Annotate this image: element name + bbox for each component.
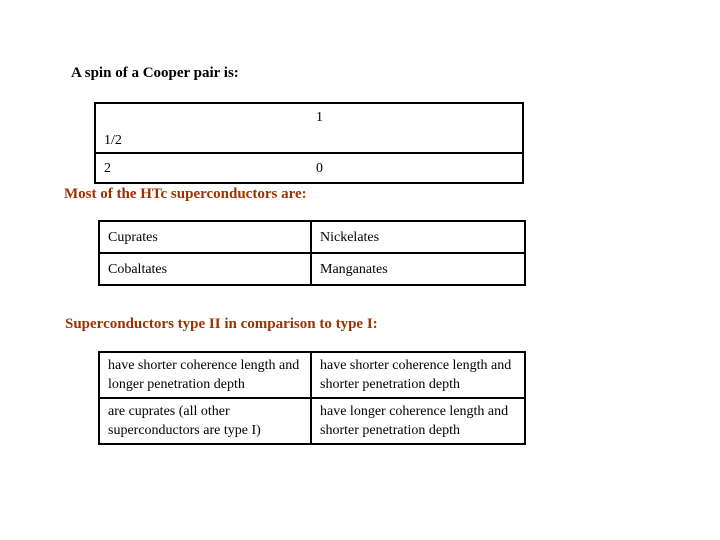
question-3-answer-table (98, 351, 526, 445)
answer-option[interactable]: Nickelates (311, 221, 525, 253)
question-2-title: Most of the HTc superconductors are: (64, 186, 307, 202)
answer-option[interactable]: have shorter coherence length and shorter penetration depth (311, 352, 525, 398)
answer-option[interactable]: have shorter coherence length and longer penetration depth (99, 352, 311, 398)
answer-option[interactable]: 2 (95, 153, 308, 183)
question-1-answer-table (94, 102, 524, 184)
answer-option[interactable]: 1 (308, 103, 523, 153)
question-3-title: Superconductors type II in comparison to type I: (65, 316, 378, 332)
answer-option[interactable]: are cuprates (all other superconductors are type I) (99, 398, 311, 444)
answer-option[interactable]: 1/2 (95, 103, 308, 153)
question-2-answer-table (98, 220, 526, 286)
answer-option[interactable]: Manganates (311, 253, 525, 285)
answer-option[interactable]: have longer coherence length and shorter penetration depth (311, 398, 525, 444)
answer-option[interactable]: 0 (308, 153, 523, 183)
question-1-title: A spin of a Cooper pair is: (71, 65, 239, 81)
answer-option[interactable]: Cuprates (99, 221, 311, 253)
answer-option[interactable]: Cobaltates (99, 253, 311, 285)
